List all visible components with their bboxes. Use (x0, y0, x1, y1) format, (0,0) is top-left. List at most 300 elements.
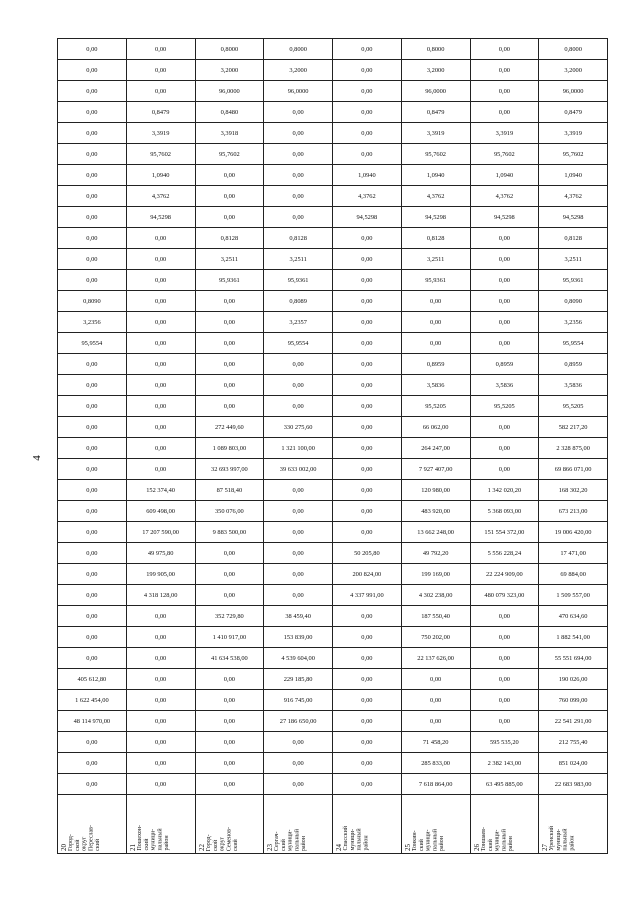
table-cell: 0,00 (195, 585, 264, 606)
table-cell: 4,3762 (539, 186, 608, 207)
column-municipality-name: Тоншаев- ский муници- пальный район (480, 826, 514, 851)
table-cell: 0,00 (58, 459, 127, 480)
table-cell: 3,3919 (470, 123, 539, 144)
table-cell: 0,00 (58, 249, 127, 270)
table-cell: 4 337 991,00 (333, 585, 402, 606)
table-cell: 0,00 (401, 690, 470, 711)
table-cell: 0,00 (126, 627, 195, 648)
table-cell: 0,8090 (539, 291, 608, 312)
table-cell: 0,00 (264, 543, 333, 564)
table-cell: 95,9361 (401, 270, 470, 291)
table-cell: 3,2511 (264, 249, 333, 270)
table-cell: 0,00 (264, 123, 333, 144)
table-cell: 0,00 (264, 102, 333, 123)
table-cell: 0,00 (333, 438, 402, 459)
table-cell: 94,5298 (333, 207, 402, 228)
table-cell: 49 792,20 (401, 543, 470, 564)
table-cell: 0,00 (58, 165, 127, 186)
table-cell: 0,00 (126, 438, 195, 459)
table-cell: 48 114 970,00 (58, 711, 127, 732)
table-cell: 0,00 (126, 753, 195, 774)
table-cell: 1 321 100,00 (264, 438, 333, 459)
column-header (195, 795, 264, 854)
table-cell: 3,2000 (264, 60, 333, 81)
table-cell: 0,00 (264, 522, 333, 543)
table-cell: 0,00 (195, 396, 264, 417)
table-cell: 0,00 (58, 228, 127, 249)
table-cell: 0,00 (126, 417, 195, 438)
table-cell: 0,8959 (539, 354, 608, 375)
table-cell: 0,00 (58, 207, 127, 228)
table-cell: 0,00 (264, 165, 333, 186)
table-cell: 95,9361 (264, 270, 333, 291)
table-cell: 0,00 (470, 81, 539, 102)
table-cell: 95,7602 (126, 144, 195, 165)
table-cell: 3,3919 (126, 123, 195, 144)
table-cell: 0,00 (470, 606, 539, 627)
table-cell: 0,8959 (401, 354, 470, 375)
table-cell: 0,00 (58, 480, 127, 501)
column-number: 26 (472, 844, 481, 851)
table-row (58, 354, 608, 375)
table-row (58, 480, 608, 501)
table-cell: 0,00 (58, 753, 127, 774)
table-cell: 1 882 541,00 (539, 627, 608, 648)
table-cell: 480 079 323,00 (470, 585, 539, 606)
table-cell: 0,00 (58, 774, 127, 795)
table-cell: 0,00 (195, 186, 264, 207)
table-row (58, 39, 608, 60)
table-cell: 0,00 (264, 186, 333, 207)
table-cell: 153 839,00 (264, 627, 333, 648)
table-cell: 0,00 (126, 669, 195, 690)
table-cell: 94,5298 (539, 207, 608, 228)
table-cell: 0,00 (264, 207, 333, 228)
column-number: 22 (197, 844, 206, 851)
table-cell: 95,9361 (195, 270, 264, 291)
table-cell: 152 374,40 (126, 480, 195, 501)
table-cell: 0,00 (333, 144, 402, 165)
table-cell: 0,00 (195, 711, 264, 732)
table-cell: 750 202,00 (401, 627, 470, 648)
table-cell: 916 745,00 (264, 690, 333, 711)
table-cell: 0,00 (333, 81, 402, 102)
column-header (126, 795, 195, 854)
table-cell: 0,00 (58, 270, 127, 291)
table-cell: 50 205,80 (333, 543, 402, 564)
table-row (58, 375, 608, 396)
table-cell: 0,00 (126, 396, 195, 417)
table-cell: 0,8090 (58, 291, 127, 312)
table-cell: 200 824,00 (333, 564, 402, 585)
table-cell: 0,8000 (195, 39, 264, 60)
table-cell: 7 618 864,00 (401, 774, 470, 795)
table-cell: 0,00 (126, 711, 195, 732)
table-cell: 0,00 (470, 711, 539, 732)
table-cell: 0,00 (195, 333, 264, 354)
table-cell: 0,00 (264, 396, 333, 417)
table-cell: 3,2000 (539, 60, 608, 81)
table-cell: 3,5836 (539, 375, 608, 396)
table-cell: 0,00 (333, 459, 402, 480)
table-cell: 1,0940 (539, 165, 608, 186)
table-cell: 0,00 (195, 207, 264, 228)
table-row (58, 501, 608, 522)
table-cell: 0,00 (126, 606, 195, 627)
table-cell: 3,2356 (58, 312, 127, 333)
table-cell: 199 905,00 (126, 564, 195, 585)
column-number: 23 (266, 844, 275, 851)
table-cell: 0,00 (195, 375, 264, 396)
table-cell: 0,8000 (401, 39, 470, 60)
table-cell: 0,00 (333, 522, 402, 543)
table-cell: 19 006 420,00 (539, 522, 608, 543)
table-cell: 0,00 (264, 501, 333, 522)
table-row (58, 774, 608, 795)
table-cell: 95,7602 (195, 144, 264, 165)
table-cell: 95,5205 (401, 396, 470, 417)
table-cell: 0,00 (470, 690, 539, 711)
table-cell: 760 099,00 (539, 690, 608, 711)
table-row (58, 543, 608, 564)
table-cell: 0,00 (333, 732, 402, 753)
column-header-row (58, 795, 608, 854)
table-cell: 7 927 407,00 (401, 459, 470, 480)
table-cell: 151 554 372,00 (470, 522, 539, 543)
table-row (58, 123, 608, 144)
table-cell: 0,8128 (264, 228, 333, 249)
table-cell: 0,00 (470, 291, 539, 312)
table-body (58, 39, 608, 854)
table-cell: 582 217,20 (539, 417, 608, 438)
table-cell: 272 449,60 (195, 417, 264, 438)
column-header (539, 795, 608, 854)
column-header (58, 795, 127, 854)
column-number: 25 (403, 844, 412, 851)
table-row (58, 522, 608, 543)
table-cell: 0,00 (333, 249, 402, 270)
column-header (333, 795, 402, 854)
table-cell: 0,00 (470, 249, 539, 270)
table-row (58, 606, 608, 627)
table-row (58, 186, 608, 207)
table-cell: 95,9554 (58, 333, 127, 354)
table-cell: 95,9554 (264, 333, 333, 354)
table-cell: 0,00 (333, 312, 402, 333)
table-cell: 0,8128 (539, 228, 608, 249)
table-cell: 0,8479 (126, 102, 195, 123)
table-cell: 0,00 (401, 312, 470, 333)
table-cell: 1 089 803,00 (195, 438, 264, 459)
table-row (58, 144, 608, 165)
data-table (57, 38, 608, 854)
table-cell: 0,00 (470, 102, 539, 123)
table-cell: 0,00 (333, 501, 402, 522)
table-cell: 3,2356 (539, 312, 608, 333)
table-cell: 1 509 557,00 (539, 585, 608, 606)
table-cell: 330 275,60 (264, 417, 333, 438)
table-cell: 55 551 694,00 (539, 648, 608, 669)
table-cell: 0,00 (333, 123, 402, 144)
table-cell: 0,8089 (264, 291, 333, 312)
table-cell: 66 062,00 (401, 417, 470, 438)
column-municipality-name: Город- ской округ Переслав- ский (68, 825, 102, 851)
table-cell: 3,2000 (401, 60, 470, 81)
table-row (58, 585, 608, 606)
table-cell: 0,00 (264, 585, 333, 606)
table-cell: 4,3762 (126, 186, 195, 207)
table-cell: 0,00 (333, 669, 402, 690)
table-cell: 27 186 650,00 (264, 711, 333, 732)
table-cell: 95,7602 (539, 144, 608, 165)
table-cell: 0,00 (333, 774, 402, 795)
table-cell: 0,00 (195, 543, 264, 564)
table-cell: 187 550,40 (401, 606, 470, 627)
table-cell: 0,00 (126, 81, 195, 102)
table-cell: 0,00 (126, 270, 195, 291)
table-cell: 0,00 (58, 144, 127, 165)
table-cell: 0,00 (401, 711, 470, 732)
table-cell: 0,00 (58, 123, 127, 144)
table-cell: 212 755,40 (539, 732, 608, 753)
table-cell: 3,2357 (264, 312, 333, 333)
table-cell: 0,00 (126, 228, 195, 249)
table-cell: 0,00 (333, 648, 402, 669)
table-cell: 0,00 (58, 417, 127, 438)
column-number: 27 (541, 844, 550, 851)
table-cell: 5 368 093,00 (470, 501, 539, 522)
table-cell: 229 185,80 (264, 669, 333, 690)
table-cell: 22 137 626,00 (401, 648, 470, 669)
table-cell: 63 495 885,00 (470, 774, 539, 795)
table-cell: 470 634,60 (539, 606, 608, 627)
table-cell: 609 498,00 (126, 501, 195, 522)
table-cell: 0,00 (195, 669, 264, 690)
table-cell: 483 920,00 (401, 501, 470, 522)
table-cell: 0,00 (264, 144, 333, 165)
table-row (58, 312, 608, 333)
table-cell: 0,00 (58, 396, 127, 417)
column-header (470, 795, 539, 854)
column-municipality-name: Тонкин- ский муници- пальный район (411, 828, 445, 851)
table-cell: 0,00 (126, 354, 195, 375)
table-row (58, 690, 608, 711)
column-number: 20 (60, 844, 68, 851)
table-cell: 22 541 291,00 (539, 711, 608, 732)
table-cell: 0,00 (333, 102, 402, 123)
table-cell: 0,00 (58, 585, 127, 606)
table-cell: 0,00 (333, 228, 402, 249)
table-cell: 405 612,80 (58, 669, 127, 690)
table-cell: 120 980,00 (401, 480, 470, 501)
table-cell: 0,00 (264, 564, 333, 585)
table-cell: 0,00 (195, 291, 264, 312)
table-row (58, 165, 608, 186)
table-cell: 0,00 (264, 774, 333, 795)
table-cell: 0,8479 (539, 102, 608, 123)
table-cell: 95,9554 (539, 333, 608, 354)
table-cell: 1 342 020,20 (470, 480, 539, 501)
table-cell: 0,00 (333, 270, 402, 291)
table-cell: 0,00 (333, 627, 402, 648)
table-row (58, 291, 608, 312)
table-cell: 0,00 (126, 690, 195, 711)
table-row (58, 228, 608, 249)
table-cell: 0,00 (470, 60, 539, 81)
table-cell: 17 207 590,00 (126, 522, 195, 543)
table-cell: 3,3918 (195, 123, 264, 144)
table-cell: 1 622 454,00 (58, 690, 127, 711)
table-cell: 0,00 (126, 312, 195, 333)
table-cell: 0,00 (195, 690, 264, 711)
table-cell: 3,2511 (195, 249, 264, 270)
table-cell: 0,00 (58, 543, 127, 564)
table-cell: 673 213,00 (539, 501, 608, 522)
column-municipality-name: Спасский муници- пальный район (343, 826, 370, 851)
table-cell: 0,8959 (470, 354, 539, 375)
table-cell: 0,00 (333, 60, 402, 81)
table-cell: 95,7602 (401, 144, 470, 165)
table-cell: 0,00 (126, 459, 195, 480)
table-cell: 0,00 (470, 39, 539, 60)
table-cell: 0,00 (333, 333, 402, 354)
table-cell: 0,8479 (401, 102, 470, 123)
table-cell: 350 076,00 (195, 501, 264, 522)
table-cell: 0,00 (333, 396, 402, 417)
table-cell: 0,00 (126, 732, 195, 753)
table-cell: 4 302 238,00 (401, 585, 470, 606)
table-cell: 94,5298 (126, 207, 195, 228)
table-cell: 0,00 (264, 480, 333, 501)
column-municipality-name: Сергач- ский муници- пальный район (274, 828, 308, 851)
table-cell: 96,0000 (195, 81, 264, 102)
table-cell: 0,00 (195, 165, 264, 186)
table-cell: 41 634 538,00 (195, 648, 264, 669)
table-cell: 0,00 (470, 438, 539, 459)
table-cell: 0,00 (126, 39, 195, 60)
table-cell: 0,8000 (539, 39, 608, 60)
column-municipality-name: Уренский муници- пальный район (549, 826, 576, 851)
table-cell: 0,00 (58, 60, 127, 81)
table-cell: 22 683 983,00 (539, 774, 608, 795)
table-cell: 96,0000 (264, 81, 333, 102)
table-cell: 13 662 248,00 (401, 522, 470, 543)
table-cell: 0,00 (470, 312, 539, 333)
table-cell: 1,0940 (470, 165, 539, 186)
table-cell: 0,00 (126, 375, 195, 396)
table-cell: 3,2000 (195, 60, 264, 81)
data-table-sheet (57, 38, 608, 860)
table-cell: 4,3762 (401, 186, 470, 207)
table-cell: 95,5205 (470, 396, 539, 417)
column-municipality-name: Пошехон- ский муници- пальный район (136, 825, 170, 851)
table-cell: 0,00 (333, 753, 402, 774)
column-header (401, 795, 470, 854)
table-cell: 2 382 143,00 (470, 753, 539, 774)
column-header (264, 795, 333, 854)
table-cell: 1 410 917,00 (195, 627, 264, 648)
table-row (58, 648, 608, 669)
table-cell: 0,00 (58, 186, 127, 207)
table-cell: 0,00 (264, 375, 333, 396)
table-cell: 0,00 (333, 291, 402, 312)
table-cell: 595 535,20 (470, 732, 539, 753)
table-row (58, 417, 608, 438)
table-cell: 39 633 002,00 (264, 459, 333, 480)
table-cell: 0,00 (333, 711, 402, 732)
table-cell: 0,00 (126, 333, 195, 354)
table-row (58, 753, 608, 774)
table-cell: 0,00 (333, 375, 402, 396)
table-cell: 94,5298 (470, 207, 539, 228)
table-row (58, 333, 608, 354)
column-municipality-name: Город- ской округ Семенов- ский (205, 826, 239, 851)
table-cell: 0,00 (333, 39, 402, 60)
table-cell: 3,2511 (539, 249, 608, 270)
table-cell: 9 883 500,00 (195, 522, 264, 543)
table-row (58, 564, 608, 585)
table-row (58, 249, 608, 270)
table-cell: 285 833,00 (401, 753, 470, 774)
table-row (58, 459, 608, 480)
table-cell: 0,00 (58, 648, 127, 669)
table-cell: 0,00 (333, 480, 402, 501)
table-cell: 0,00 (58, 438, 127, 459)
table-cell: 0,00 (58, 102, 127, 123)
table-cell: 4 539 604,00 (264, 648, 333, 669)
table-cell: 49 975,80 (126, 543, 195, 564)
table-cell: 0,00 (58, 732, 127, 753)
table-cell: 0,00 (126, 291, 195, 312)
table-cell: 0,00 (470, 648, 539, 669)
table-cell: 4,3762 (470, 186, 539, 207)
table-cell: 2 328 875,00 (539, 438, 608, 459)
table-cell: 3,5836 (470, 375, 539, 396)
table-cell: 22 224 909,00 (470, 564, 539, 585)
table-cell: 5 556 228,24 (470, 543, 539, 564)
table-cell: 0,00 (126, 774, 195, 795)
table-cell: 0,00 (58, 81, 127, 102)
table-cell: 0,8128 (401, 228, 470, 249)
table-cell: 0,00 (470, 228, 539, 249)
table-cell: 1,0940 (126, 165, 195, 186)
table-cell: 95,7602 (470, 144, 539, 165)
table-cell: 0,00 (470, 417, 539, 438)
page-number: 4 (30, 455, 43, 461)
table-cell: 0,00 (333, 606, 402, 627)
table-cell: 0,00 (401, 669, 470, 690)
table-cell: 0,00 (264, 732, 333, 753)
table-cell: 0,00 (333, 354, 402, 375)
table-cell: 38 459,40 (264, 606, 333, 627)
table-row (58, 270, 608, 291)
table-row (58, 711, 608, 732)
table-cell: 0,8480 (195, 102, 264, 123)
table-cell: 3,3919 (401, 123, 470, 144)
table-cell: 4 318 128,00 (126, 585, 195, 606)
column-number: 21 (128, 844, 137, 851)
table-cell: 69 866 071,00 (539, 459, 608, 480)
table-cell: 168 302,20 (539, 480, 608, 501)
table-cell: 0,00 (58, 375, 127, 396)
table-row (58, 102, 608, 123)
table-cell: 4,3762 (333, 186, 402, 207)
table-cell: 0,00 (401, 333, 470, 354)
table-cell: 71 458,20 (401, 732, 470, 753)
table-cell: 1,0940 (333, 165, 402, 186)
table-row (58, 669, 608, 690)
table-cell: 96,0000 (401, 81, 470, 102)
